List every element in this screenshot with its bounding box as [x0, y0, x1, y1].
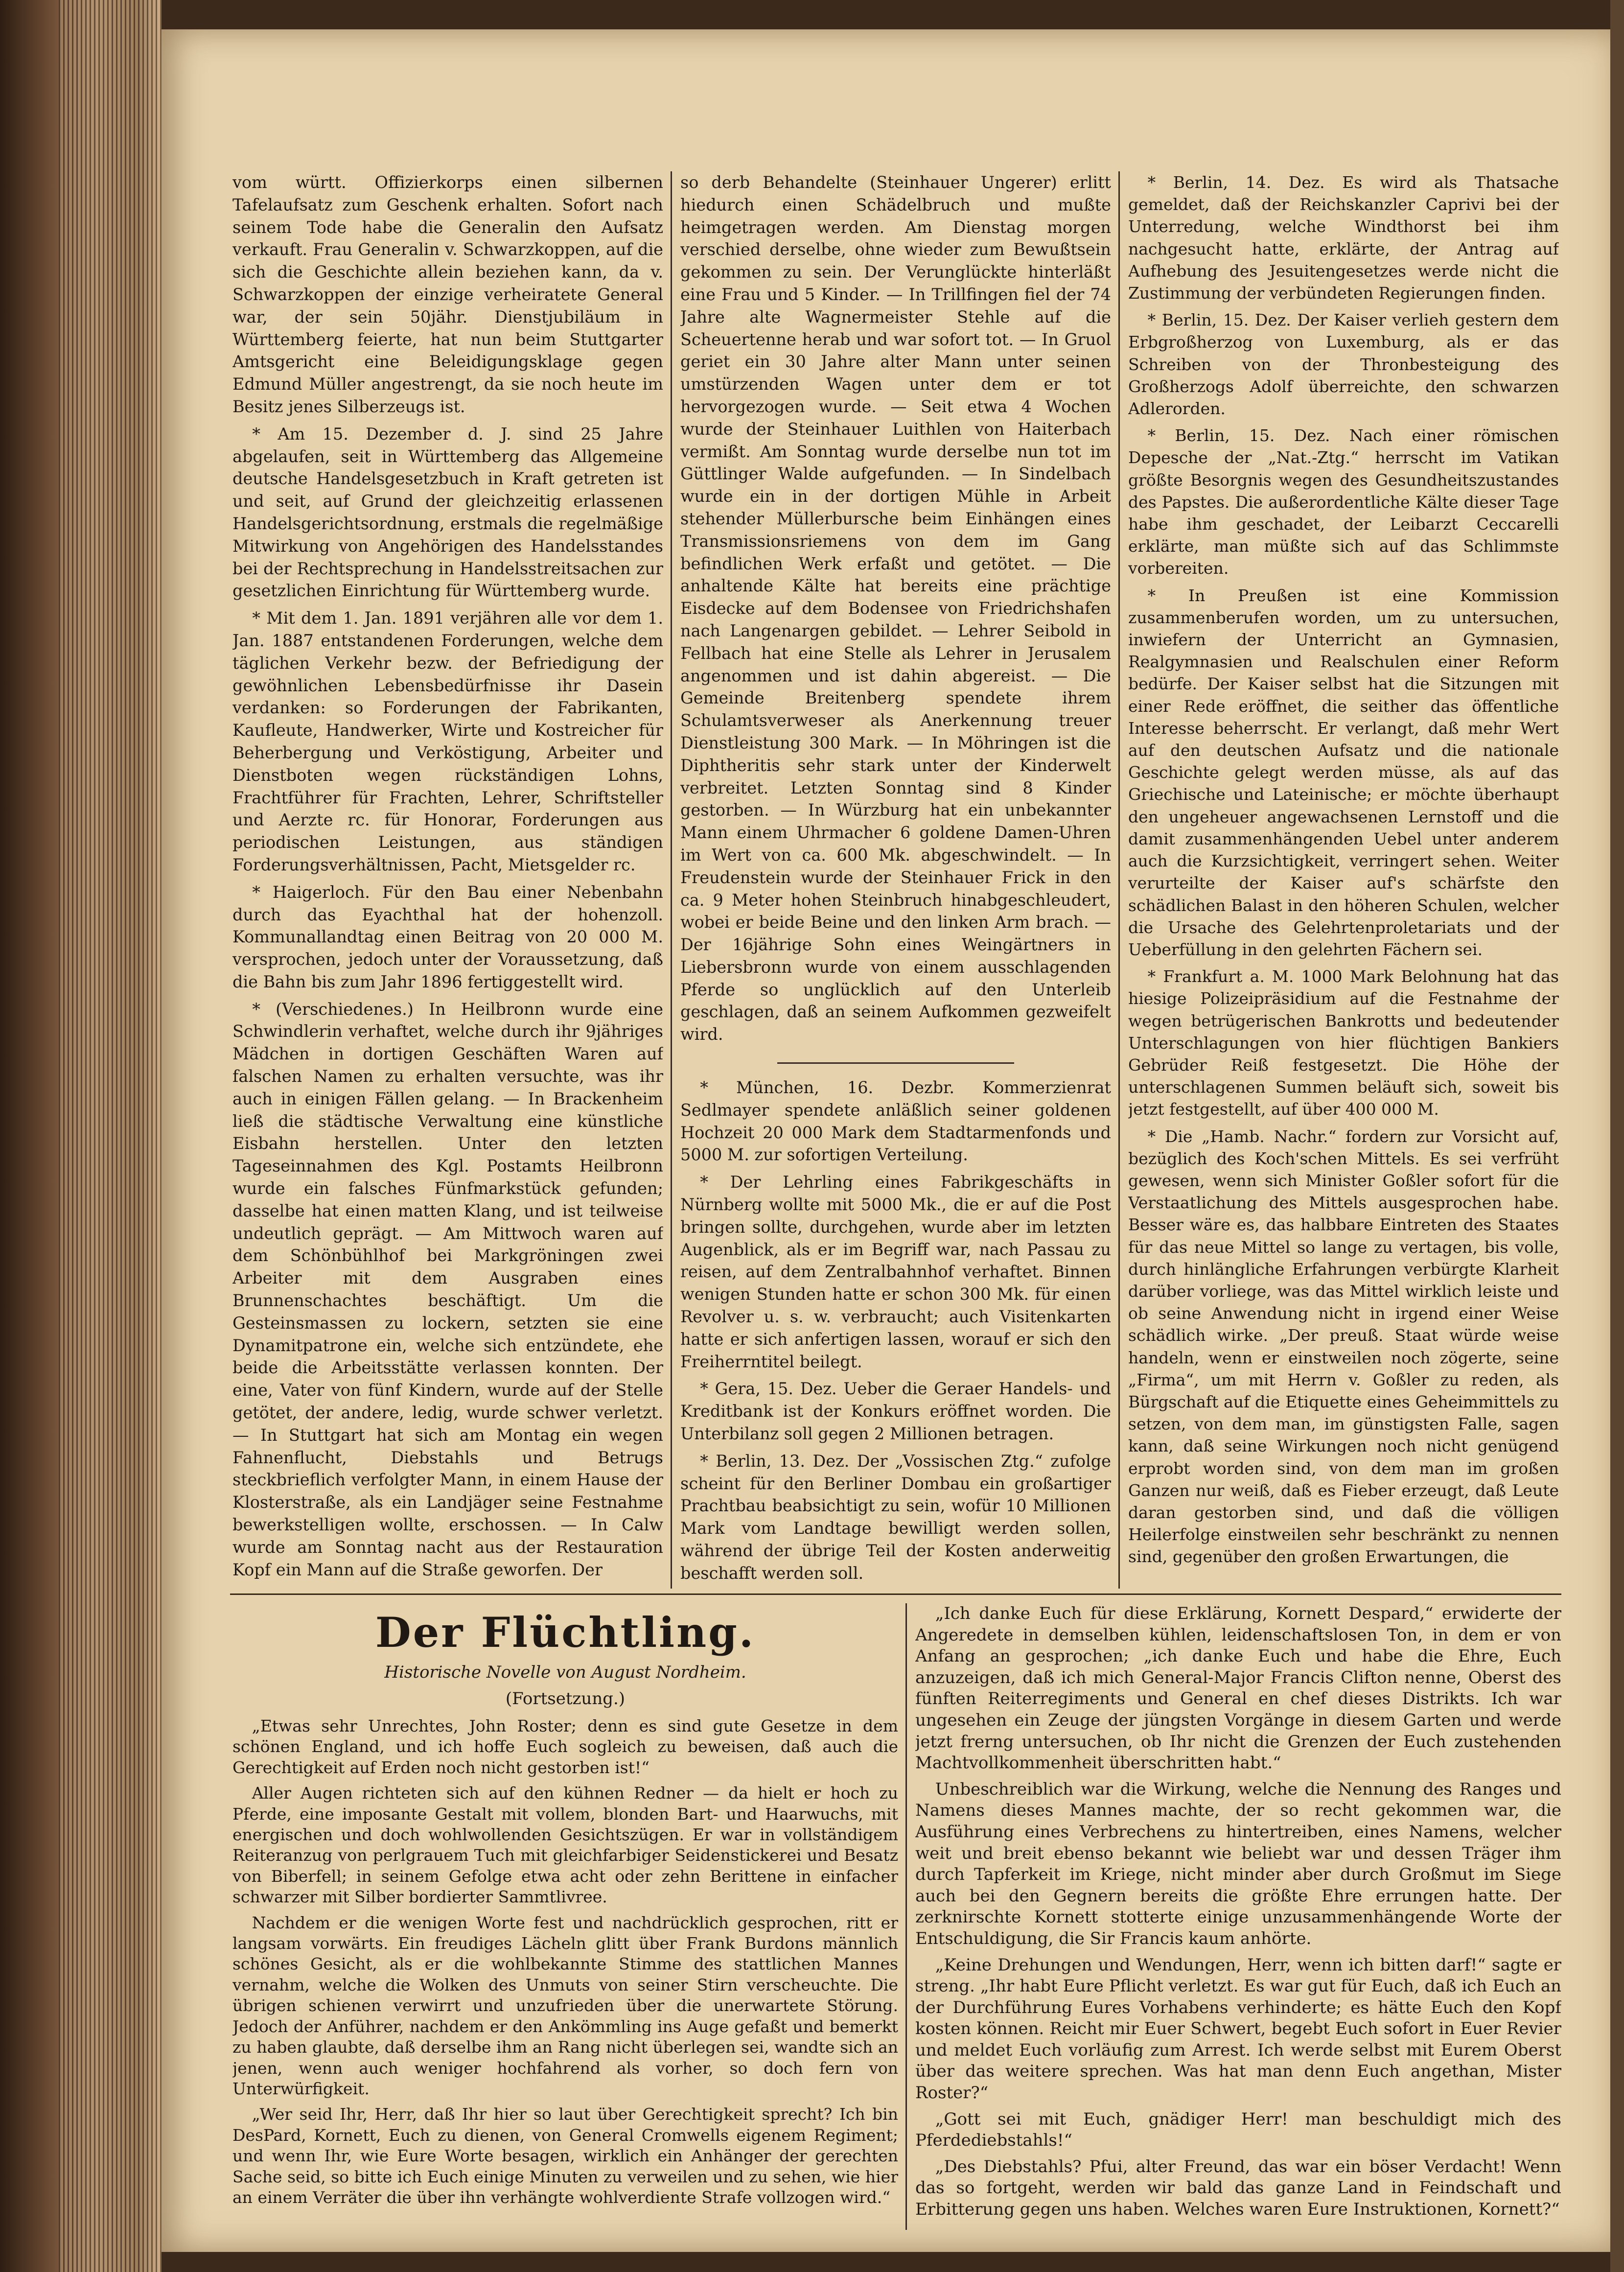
story-paragraph: Aller Augen richteten sich auf den kühnen Redner — da hielt er hoch zu Pferde, eine imposante Gestalt mit vollem, blonden Bart- und Haarwuchs, mit energischen und doch wohlwollenden Gesichtszügen. Er war in vollständigem Reiteranzug von perlgrauem Tuch mit gleichfarbiger Seidenstickerei und Besatz von Biberfell; in seinem Gefolge etwa acht oder zehn Berittene in einfacher schwarzer mit Silber bordierter Sammtlivree. — [232, 1783, 898, 1907]
article-paragraph: * Berlin, 13. Dez. Der „Vossischen Ztg.“ zufolge scheint für den Berliner Dombau ein großartiger Prachtbau beabsichtigt zu sein, wofür 10 Millionen Mark vom Landtage bewilligt werden sollen, während der übrige Teil der Kosten anderweitig beschafft werden soll. — [680, 1451, 1111, 1583]
column-divider — [1118, 171, 1120, 1589]
continuation-note: (Fortsetzung.) — [505, 1689, 626, 1709]
article-paragraph: * Haigerloch. Für den Bau einer Nebenbahn durch das Eyachthal hat der hohenzoll. Kommunallandtag einen Beitrag von 20 000 M. versprochen, jedoch unter der Voraussetzung, daß die Bahn bis zum Jahr 1896 fertiggestellt wird. — [232, 882, 663, 991]
story-paragraph: Unbeschreiblich war die Wirkung, welche die Nennung des Ranges und Namens dieses Mannes machte, der so recht gekommen war, die Ausführung eines Verbrechens zu hintertreiben, eines Namens, welcher weit und breit ebenso bekannt wie beliebt war und dessen Träger ihm durch Tapferkeit im Kriege, nicht minder aber durch Großmut im Siege auch bei den Gegnern bereits die größte Ehre errungen hatte. Der zerknirschte Kornett stotterte einige unzusammenhängende Worte der Entschuldigung, die Sir Francis kaum anhörte. — [915, 1779, 1561, 1948]
article-paragraph: * München, 16. Dezbr. Kommerzienrat Sedlmayer spendete anläßlich seiner goldenen Hochzeit 20 000 Mark dem Stadtarmenfonds und 5000 M. zur sofortigen Verteilung. — [680, 1078, 1111, 1165]
facing-page-edge — [1610, 0, 1624, 2272]
story-paragraph: „Des Diebstahls? Pfui, alter Freund, das war ein böser Verdacht! Wenn das so fortgeht, werden wir bald das ganze Land in Feindschaft und Erbitterung gegen uns haben. Welches waren Eure Instruktionen, Kornett?“ — [915, 2156, 1561, 2220]
article-paragraph: * Berlin, 14. Dez. Es wird als Thatsache gemeldet, daß der Reichskanzler Caprivi bei der Unterredung, welche Windthorst bei ihm nachgesucht hatte, erklärte, der Antrag auf Aufhebung des Jesuitengesetzes werde nicht die Zustimmung der verbündeten Regierungen finden. — [1128, 173, 1559, 303]
article-paragraph: * Die „Hamb. Nachr.“ fordern zur Vorsicht auf, bezüglich des Koch'schen Mittels. Es sei verfrüht gewesen, wenn sich Minister Goßler sofort für die Verstaatlichung des Mittels ausgesprochen habe. Besser wäre es, das halbbare Eintreten des Staates für das neue Mittel so lange zu vertagen, bis volle, durch hinlängliche Erfahrungen verbürgte Klarheit darüber vorliege, was das Mittel wirklich leiste und ob seine Anwendung nicht in irgend einer Weise schädlich wirke. „Der preuß. Staat würde weise handeln, wenn er einstweilen noch zögerte, seine „Firma“, um mit Herrn v. Goßler zu reden, als Bürgschaft auf die Etiquette eines Geheimmittels zu setzen, von dem man, im günstigsten Falle, sagen kann, daß seine Wirkungen noch nicht genügend erprobt worden sind, von dem man im großen Ganzen nur weiß, daß es Fieber erzeugt, daß Leute daran gestorben sind, und daß die völligen Heilerfolge einstweilen sehr beschränkt zu nennen sind, gegenüber den großen Erwartungen, die — [1128, 1126, 1559, 1567]
story-paragraph: „Wer seid Ihr, Herr, daß Ihr hier so laut über Gerechtigkeit sprecht? Ich bin DesPard, Kornett, Euch zu dienen, von General Cromwells eigenem Regiment; und wenn Ihr, wie Eure Worte besagen, wirklich ein Anhänger der gerechten Sache seid, so bitte ich Euch einige Minuten zu verweilen und zu sehen, wie hier an einem Verräter die über ihn verhängte wohlverdiente Strafe vollzogen wird.“ — [232, 2105, 898, 2207]
column-divider — [671, 171, 672, 1589]
article-paragraph: * Der Lehrling eines Fabrikgeschäfts in Nürnberg wollte mit 5000 Mk., die er auf die Post bringen sollte, durchgehen, wurde aber im letzten Augenblick, als er im Begriff war, nach Passau zu reisen, auf dem Zentralbahnhof verhaftet. Binnen wenigen Stunden hatte er schon 300 Mk. für einen Revolver u. s. w. verbraucht; auch Visitenkarten hatte er sich anfertigen lassen, worauf er sich den Freiherrntitel beilegt. — [680, 1172, 1111, 1371]
story-paragraph: „Keine Drehungen und Wendungen, Herr, wenn ich bitten darf!“ sagte er streng. „Ihr habt Eure Pflicht verletzt. Es war gut für Euch, daß ich Euch an der Durchführung Eures Vorhabens verhinderte; es hätte Euch den Kopf kosten können. Reicht mir Euer Schwert, begebt Euch sofort in Euer Revier und meldet Euch vorläufig zum Arrest. Ich werde selbst mit Eurem Oberst über das weitere sprechen. Was hat man denn Euch angethan, Mister Roster?“ — [915, 1955, 1561, 2103]
feuilleton-right-column — [915, 1603, 1561, 2230]
column-2 — [680, 171, 1111, 1589]
story-paragraph: „Etwas sehr Unrechtes, John Roster; denn es sind gute Gesetze in dem schönen England, und ich hoffe Euch sogleich zu beweisen, daß auch die Gerechtigkeit auf Erden noch nicht gestorben ist!“ — [232, 1716, 898, 1777]
article-paragraph: * Berlin, 15. Dez. Nach einer römischen Depesche der „Nat.-Ztg.“ herrscht im Vatikan größte Besorgnis wegen des Gesundheitszustandes des Papstes. Die außerordentliche Kälte dieser Tage habe ihm geschadet, der Leibarzt Ceccarelli erklärte, man müßte sich auf das Schlimmste vorbereiten. — [1128, 426, 1559, 578]
article-paragraph: * (Verschiedenes.) In Heilbronn wurde eine Schwindlerin verhaftet, welche durch ihr 9jähriges Mädchen in dortigen Geschäften Waren auf falschen Namen zu erhalten versuchte, was ihr auch in einigen Fällen gelang. — In Brackenheim ließ die städtische Verwaltung eine künstliche Eisbahn herstellen. Unter den letzten Tageseinnahmen des Kgl. Postamts Heilbronn wurde ein falsches Fünfmarkstück gefunden; dasselbe hat einen matten Klang, und ist teilweise undeutlich geprägt. — Am Mittwoch waren auf dem Schönbühlhof bei Markgröningen zwei Arbeiter mit dem Ausgraben eines Brunnenschachtes beschäftigt. Um die Gesteinsmassen zu lockern, setzten sie eine Dynamitpatrone ein, welche sich entzündete, ehe beide die Arbeitsstätte verlassen konnten. Der eine, Vater von fünf Kindern, wurde auf der Stelle getötet, der andere, ledig, wurde schwer verletzt. — In Stuttgart hat sich am Montag ein wegen Fahnenflucht, Diebstahls und Betrugs steckbrieflich verfolgter Mann, in einem Hause der Klosterstraße, als ein Landjäger seine Festnahme bewerkstelligen wollte, erschossen. — In Calw wurde am Sonntag nacht aus der Restauration Kopf ein Mann auf die Straße geworfen. Der — [232, 999, 663, 1579]
article-paragraph: * In Preußen ist eine Kommission zusammenberufen worden, um zu untersuchen, inwiefern der Unterricht an Gymnasien, Realgymnasien und Realschulen einer Reform bedürfe. Der Kaiser selbst hat die Sitzungen mit einer Rede eröffnet, die seither das öffentliche Interesse beherrscht. Er verlangt, daß mehr Wert auf den deutschen Aufsatz und die nationale Geschichte gelegt werden müsse, als auf das Griechische und Lateinische; er möchte überhaupt den ungeheuer angewachsenen Lernstoff und die damit zusammenhängenden Uebel unter anderem auch die Kurzsichtigkeit, verringert sehen. Weiter verurteilte der Kaiser auf's schärfste den schädlichen Balast in den höheren Schulen, welcher die Ursache des Gelehrtenproletariats und der Ueberfüllung in den gelehrten Fächern sei. — [1128, 586, 1559, 959]
feuilleton-left-column — [232, 1603, 898, 2230]
feuilleton-separator — [230, 1593, 1561, 1595]
page-edges — [59, 0, 162, 2272]
story-subtitle: Historische Novelle von August Nordheim. — [384, 1663, 746, 1682]
book-binding — [0, 0, 162, 2272]
article-paragraph: * Frankfurt a. M. 1000 Mark Belohnung hat das hiesige Polizeipräsidium auf die Festnahme der wegen betrügerischen Bankrotts und bedeutender Unterschlagungen von hier flüchtigen Bankiers Gebrüder Reiß festgesetzt. Die Höhe der unterschlagenen Summen beläuft sich, soweit bis jetzt festgestellt, auf über 400 000 M. — [1128, 967, 1559, 1119]
column-3 — [1128, 171, 1559, 1589]
story-paragraph: Nachdem er die wenigen Worte fest und nachdrücklich gesprochen, ritt er langsam vorwärts. Ein freudiges Lächeln glitt über Frank Burdons männlich schönes Gesicht, als er die wohlbekannte Stimme des stattlichen Mannes vernahm, welche die Wolken des Unmuts von seiner Stirn verscheuchte. Die übrigen schienen verwirrt und unzufrieden über die unerwartete Störung. Jedoch der Anführer, nachdem er den Ankömmling ins Auge gefaßt und bemerkt zu haben glaubte, daß derselbe ihm an Rang nicht überlegen sei, wandte sich an jenen, wenn auch weniger hochfahrend als vorher, so doch fern von Unterwürfigkeit. — [232, 1913, 898, 2098]
article-paragraph: vom württ. Offizierkorps einen silbernen Tafelaufsatz zum Geschenk erhalten. Sofort nach seinem Tode habe die Generalin den Aufsatz verkauft. Frau Generalin v. Schwarzkoppen, auf die sich die Geschichte allein beziehen kann, da v. Schwarzkoppen der einzige verheiratete General war, der sein 50jähr. Dienstjubiläum in Württemberg feierte, hat nun beim Stuttgarter Amtsgericht eine Beleidigungsklage gegen Edmund Müller angestrengt, da sie noch heute im Besitz jenes Silberzeugs ist. — [232, 173, 663, 416]
section-rule — [777, 1062, 1014, 1064]
story-paragraph: „Ich danke Euch für diese Erklärung, Kornett Despard,“ erwiderte der Angeredete in demselben kühlen, leidenschaftslosen Ton, in dem er von Anfang an gesprochen; „ich danke Euch und habe die Ehre, Euch anzuzeigen, daß ich mich General-Major Francis Clifton nenne, Oberst des fünften Reiterregiments und General en chef dieses Distrikts. Ich war ungesehen ein Zeuge der jüngsten Vorgänge in diesem Garten und werde jetzt frerng untersuchen, ob Ihr nicht die Grenzen der Euch zustehenden Machtvollkommenheit überschritten habt.“ — [915, 1604, 1561, 1773]
article-paragraph: so derb Behandelte (Steinhauer Ungerer) erlitt hiedurch einen Schädelbruch und mußte heimgetragen werden. Am Dienstag morgen verschied derselbe, ohne wieder zum Bewußtsein gekommen zu sein. Der Verunglückte hinterläßt eine Frau und 5 Kinder. — In Trillfingen fiel der 74 Jahre alte Wagnermeister Stehle auf die Scheuertenne herab und war sofort tot. — In Gruol geriet ein 30 Jahre alter Mann unter seinen umstürzenden Wagen unter dem er tot hervorgezogen wurde. — Seit etwa 4 Wochen wurde der Steinhauer Luithlen von Haiterbach vermißt. Am Sonntag wurde derselbe nun tot im Güttlinger Walde aufgefunden. — In Sindelbach wurde ein in der dortigen Mühle in Arbeit stehender Müllerbursche beim Einhängen eines Transmissionsriemens von dem im Gang befindlichen Werk erfaßt und getötet. — Die anhaltende Kälte hat bereits eine prächtige Eisdecke auf dem Bodensee von Friedrichshafen nach Langenargen gebildet. — Lehrer Seibold in Fellbach hat eine Stelle als Lehrer in Jerusalem angenommen und ist dahin abgereist. — Die Gemeinde Breitenberg spendete ihrem Schulamtsverweser als Anerkennung treuer Dienstleistung 300 Mark. — In Möhringen ist die Diphtheritis sehr stark unter der Kinderwelt verbreitet. Letzten Sonntag sind 8 Kinder gestorben. — In Würzburg hat ein unbekannter Mann einem Uhrmacher 6 goldene Damen-Uhren im Wert von ca. 600 Mk. abgeschwindelt. — In Freudenstein wurde der Steinhauer Frick in den ca. 9 Meter hohen Steinbruch hinabgeschleudert, wobei er beide Beine und den linken Arm brach. — Der 16jährige Sohn eines Weingärtners in Liebersbronn wurde von einem ausschlagenden Pferde so unglücklich auf den Unterleib geschlagen, daß an seinem Aufkommen gezweifelt wird. — [680, 173, 1111, 1044]
article-paragraph: * Mit dem 1. Jan. 1891 verjähren alle vor dem 1. Jan. 1887 entstandenen Forderungen, welche dem täglichen Verkehr bezw. der Befriedigung der gewöhnlichen Lebensbedürfnisse ihr Dasein verdanken: so Forderungen der Fabrikanten, Kaufleute, Handwerker, Wirte und Kostreicher für Beherbergung und Verköstigung, Arbeiter und Dienstboten wegen rückständigen Lohns, Frachtführer für Frachten, Lehrer, Schriftsteller und Aerzte rc. für Honorar, Forderungen aus periodischen Leistungen, aus ständigen Forderungsverhältnissen, Pacht, Mietsgelder rc. — [232, 609, 663, 874]
article-paragraph: * Am 15. Dezember d. J. sind 25 Jahre abgelaufen, seit in Württemberg das Allgemeine deutsche Handelsgesetzbuch in Kraft getreten ist und seit, auf Grund der gleichzeitig erlassenen Handelsgerichtsordnung, erstmals die regelmäßige Mitwirkung von Angehörigen des Handelsstandes bei der Rechtsprechung in Handelsstreitsachen zur gesetzlichen Einrichtung für Württemberg wurde. — [232, 424, 663, 601]
newspaper-page — [162, 29, 1610, 2252]
article-paragraph: * Gera, 15. Dez. Ueber die Geraer Handels- und Kreditbank ist der Konkurs eröffnet worden. Die Unterbilanz soll gegen 2 Millionen betragen. — [680, 1379, 1111, 1444]
article-paragraph: * Berlin, 15. Dez. Der Kaiser verlieh gestern dem Erbgroßherzog von Luxemburg, als er das Schreiben von der Thronbesteigung des Großherzogs Adolf überreichte, den schwarzen Adlerorden. — [1128, 310, 1559, 419]
column-divider — [905, 1603, 907, 2230]
story-title: Der Flüchtling. — [375, 1608, 756, 1657]
story-paragraph: „Gott sei mit Euch, gnädiger Herr! man beschuldigt mich des Pferdediebstahls!“ — [915, 2109, 1561, 2151]
column-1 — [232, 171, 663, 1589]
